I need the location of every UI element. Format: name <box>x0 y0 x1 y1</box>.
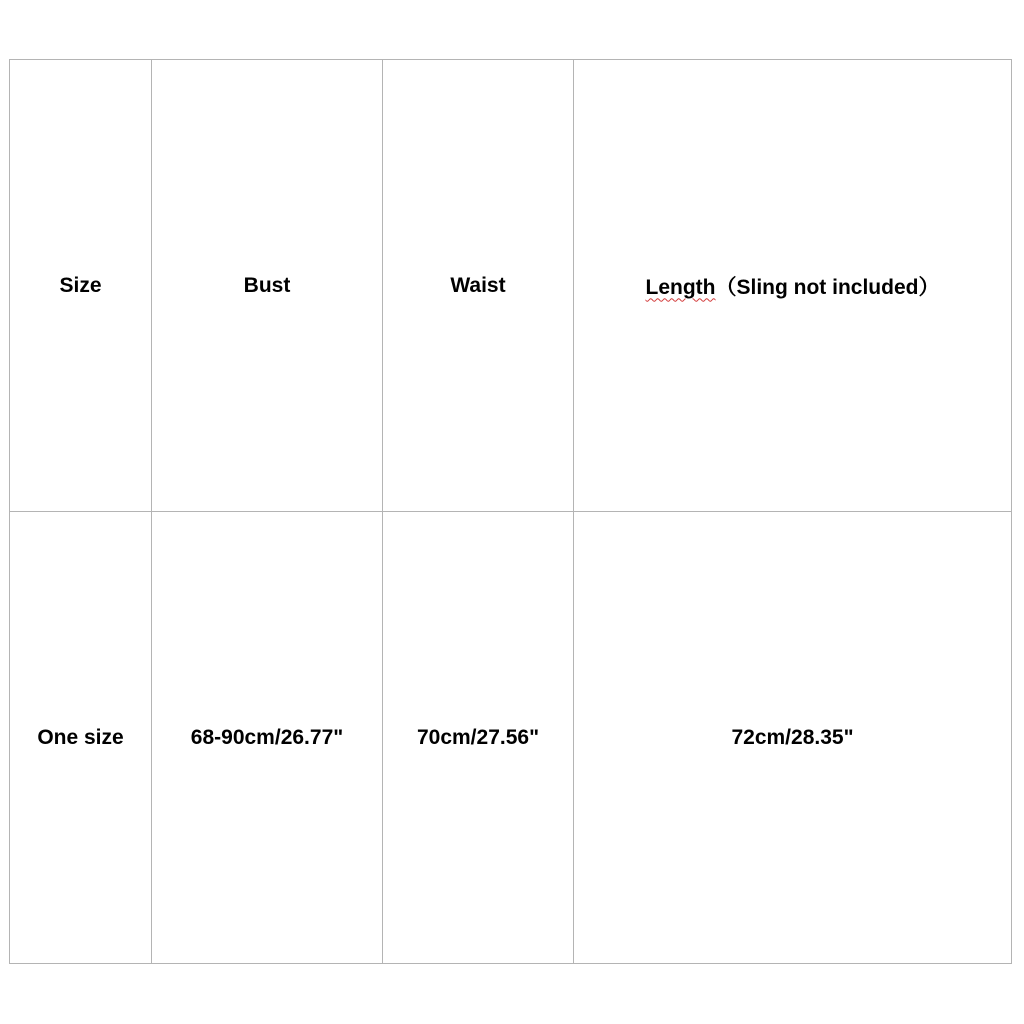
header-row <box>10 60 1012 512</box>
size-chart-table <box>9 59 1012 964</box>
length-label: Length <box>645 275 716 299</box>
length-note: （Sling not included） <box>715 275 940 299</box>
header-cell-size: Size <box>10 60 152 512</box>
cell-bust: 68-90cm/26.77" <box>152 512 383 964</box>
header-cell-waist: Waist <box>383 60 574 512</box>
cell-waist: 70cm/27.56" <box>383 512 574 964</box>
cell-length: 72cm/28.35" <box>574 512 1012 964</box>
header-cell-length <box>574 60 1012 512</box>
cell-size: One size <box>10 512 152 964</box>
table-row <box>10 512 1012 964</box>
header-cell-bust: Bust <box>152 60 383 512</box>
